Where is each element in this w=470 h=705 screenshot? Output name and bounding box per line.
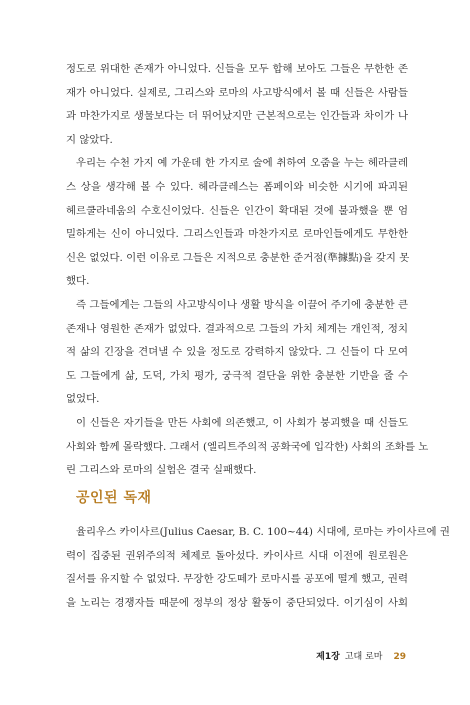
text-line: 과 마찬가지로 생물보다는 더 뛰어났지만 근본적으로는 인간들과 차이가 나 [66, 110, 408, 123]
chapter-title: 고대 로마 [344, 652, 383, 662]
text-line: 헤르쿨라네움의 수호신이었다. 신들은 인간이 확대된 것에 불과했을 뿐 엄 [66, 204, 408, 217]
text-line: 지 않았다. [66, 133, 113, 146]
section-body [66, 521, 450, 615]
text-line: 했다. [66, 275, 90, 288]
text-line: 을 노리는 경쟁자들 때문에 정부의 정상 활동이 중단되었다. 이기심이 사회 [66, 596, 408, 609]
text-line: 율리우스 카이사르(Julius Caesar, B. C. 100~44) 시대에, 로마는 카이사르에 권 [76, 526, 450, 538]
body-text [66, 58, 429, 483]
page-footer [316, 649, 406, 662]
text-line: 사회와 함께 몰락했다. 그래서 (엘리트주의적 공화국에 입각한) 사회의 조화를 노 [66, 440, 429, 453]
text-line: 정도로 위대한 존재가 아니었다. 신들을 모두 합해 보아도 그들은 무한한 존 [66, 63, 408, 75]
text-line: 우리는 수천 가지 예 가운데 한 가지로 술에 취하여 오줌을 누는 헤라클레 [76, 157, 408, 170]
text-line: 신은 없었다. 이런 이유로 그들은 지적으로 충분한 준거점(準據點)을 갖지 못 [66, 251, 410, 264]
text-line: 린 그리스와 로마의 실험은 결국 실패했다. [66, 464, 257, 477]
text-line: 즉 그들에게는 그들의 사고방식이나 생활 방식을 이끌어 주기에 충분한 큰 [76, 298, 408, 311]
text-line: 없었다. [66, 393, 100, 406]
paragraph [66, 412, 429, 483]
text-line: 스 상을 생각해 볼 수 있다. 헤라클레스는 폼페이와 비슷한 시기에 파괴된 [66, 180, 408, 193]
text-line: 밀하게는 신이 아니었다. 그리스인들과 마찬가지로 로마인들에게도 무한한 [66, 228, 408, 241]
section-heading: 공인된 독재 [76, 490, 152, 506]
paragraph [66, 294, 408, 412]
paragraph [66, 152, 408, 294]
text-line: 적 삶의 긴장을 견뎌낼 수 있을 정도로 강력하지 않았다. 그 신들이 다 모여 [66, 346, 408, 359]
paragraph [66, 58, 408, 152]
text-line: 도 그들에게 삶, 도덕, 가치 평가, 궁극적 결단을 위한 충분한 기반을 줄 수 [66, 369, 408, 382]
page-number: 29 [393, 652, 406, 662]
text-line: 재가 아니었다. 실제로, 그리스와 로마의 사고방식에서 볼 때 신들은 사람들 [66, 86, 408, 99]
text-line: 력이 집중된 권위주의적 체제로 돌아섰다. 카이사르 시대 이전에 원로원은 [66, 549, 408, 562]
text-line: 이 신들은 자기들을 만든 사회에 의존했고, 이 사회가 붕괴했을 때 신들도 [76, 416, 408, 429]
text-line: 존재나 영원한 존재가 없었다. 결과적으로 그들의 가치 체계는 개인적, 정치 [66, 322, 408, 335]
chapter-label: 제1장 [316, 652, 340, 662]
text-line: 질서를 유지할 수 없었다. 무장한 강도떼가 로마시를 공포에 떨게 했고, 권력 [66, 573, 408, 586]
